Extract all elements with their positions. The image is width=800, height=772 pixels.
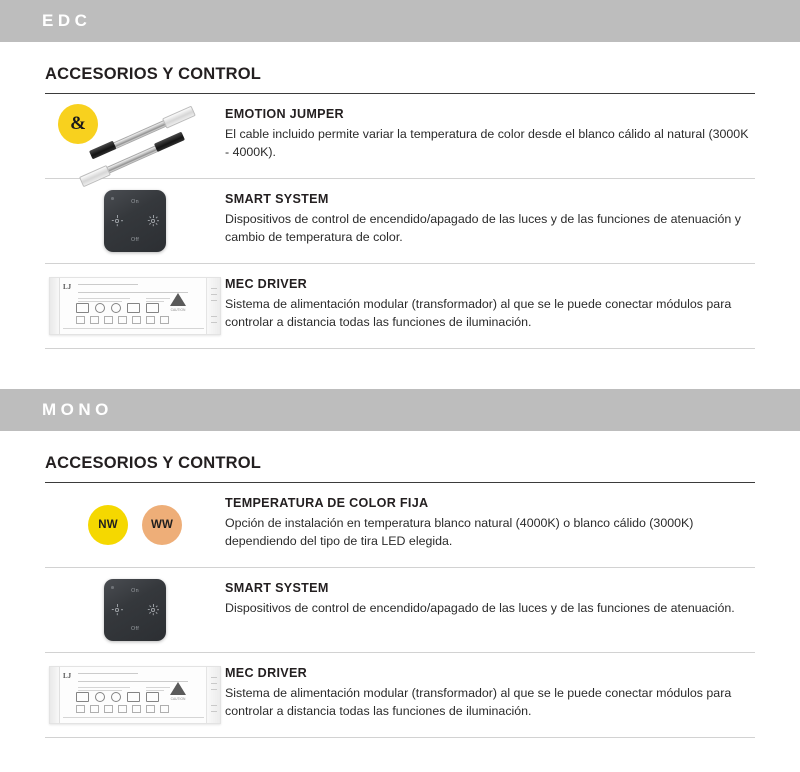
smart-panel-image: [104, 190, 166, 252]
product-description: Opción de instalación en temperatura blanco natural (4000K) o blanco cálido (3000K) dependiendo del tipo de tira LED elegida.: [225, 516, 694, 548]
caution-mark-icon: [156, 293, 200, 323]
brightness-down-icon: [112, 216, 122, 226]
product-row: [45, 483, 755, 567]
mec-driver-image: [49, 277, 221, 335]
section-gap: [0, 349, 800, 389]
product-text: [225, 568, 755, 630]
section-banner-label: EDC: [42, 11, 92, 30]
product-title: EMOTION JUMPER: [225, 107, 344, 121]
product-title: SMART SYSTEM: [225, 192, 329, 206]
product-thumbnail-smart-system: [45, 579, 225, 641]
product-text: [225, 653, 755, 732]
product-thumbnail-emotion-jumper: [45, 100, 225, 172]
product-row: [45, 264, 755, 348]
product-text: [225, 264, 755, 343]
product-row: [45, 653, 755, 737]
product-title: MEC DRIVER: [225, 277, 308, 291]
product-title: SMART SYSTEM: [225, 581, 329, 595]
section-mono: [0, 389, 800, 738]
product-text: [225, 179, 755, 258]
product-thumbnail-color-temperature: [45, 505, 225, 545]
product-row: [45, 568, 755, 652]
badge-nw-label: NW: [98, 519, 118, 531]
section-body-edc: [0, 42, 800, 349]
section-body-mono: [0, 431, 800, 738]
driver-logo: LJ: [63, 283, 72, 291]
jumper-cable-image: [50, 100, 220, 172]
product-title: MEC DRIVER: [225, 666, 308, 680]
product-thumbnail-mec-driver: [45, 666, 225, 724]
caution-label: CAUTION: [170, 308, 186, 312]
product-thumbnail-smart-system: [45, 190, 225, 252]
mec-driver-image: [49, 666, 221, 724]
product-description: Dispositivos de control de encendido/apagado de las luces y de las funciones de atenuación.: [225, 601, 735, 615]
product-description: Sistema de alimentación modular (transformador) al que se le puede conectar módulos para controlar a distancia todas las funciones de iluminación.: [225, 686, 732, 718]
certification-marks-icon: [76, 692, 159, 702]
product-row: [45, 94, 755, 178]
badge-ww: [142, 505, 182, 545]
caution-mark-icon: [156, 682, 200, 712]
product-description: El cable incluido permite variar la temperatura de color desde el blanco cálido al natural (3000K - 4000K).: [225, 127, 749, 159]
product-row: [45, 179, 755, 263]
section-title: ACCESORIOS Y CONTROL: [45, 454, 262, 472]
panel-off-label: Off: [131, 626, 139, 632]
panel-off-label: Off: [131, 237, 139, 243]
caution-label: CAUTION: [170, 697, 186, 701]
color-temperature-badges: [88, 505, 182, 545]
brightness-up-icon: [148, 216, 158, 226]
section-banner-mono: [0, 389, 800, 431]
product-title: TEMPERATURA DE COLOR FIJA: [225, 496, 429, 510]
product-text: [225, 483, 755, 562]
product-thumbnail-mec-driver: [45, 277, 225, 335]
ampersand-badge-icon: &: [58, 104, 98, 144]
smart-panel-image: [104, 579, 166, 641]
row-divider: [45, 737, 755, 738]
brightness-up-icon: [148, 605, 158, 615]
section-edc: [0, 0, 800, 349]
badge-nw: [88, 505, 128, 545]
section-title: ACCESORIOS Y CONTROL: [45, 65, 262, 83]
panel-on-label: On: [131, 588, 139, 594]
panel-on-label: On: [131, 199, 139, 205]
product-text: [225, 94, 755, 173]
brightness-down-icon: [112, 605, 122, 615]
product-description: Sistema de alimentación modular (transformador) al que se le puede conectar módulos para controlar a distancia todas las funciones de iluminación.: [225, 297, 732, 329]
section-banner-label: MONO: [42, 400, 113, 419]
product-description: Dispositivos de control de encendido/apagado de las luces y de las funciones de atenuación y cambio de temperatura de color.: [225, 212, 741, 244]
section-banner-edc: [0, 0, 800, 42]
badge-ww-label: WW: [150, 519, 174, 531]
certification-marks-icon: [76, 303, 159, 313]
driver-logo: LJ: [63, 672, 72, 680]
